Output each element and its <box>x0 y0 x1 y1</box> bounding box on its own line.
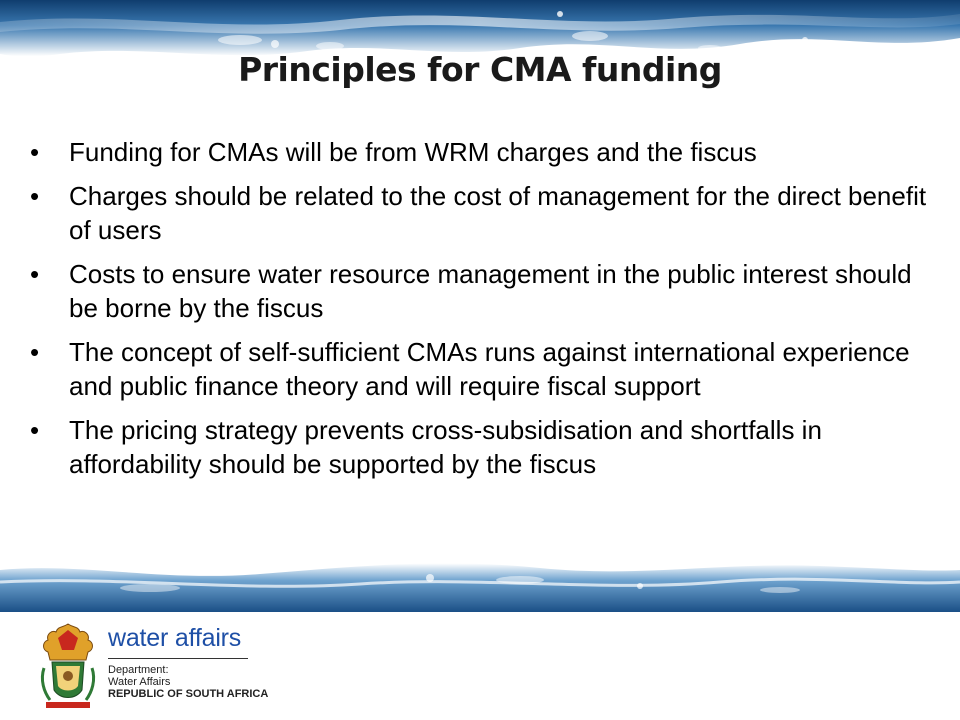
bullet-dot: • <box>30 137 40 167</box>
country-name: REPUBLIC OF SOUTH AFRICA <box>108 688 269 700</box>
bullet-dot: • <box>30 415 40 445</box>
list-item <box>30 179 940 247</box>
department-name: Water Affairs <box>108 676 171 688</box>
bullet-dot: • <box>30 337 40 367</box>
bullet-text: Charges should be related to the cost of management for the direct benefit of users <box>69 181 927 245</box>
department-label: Department: <box>108 664 169 676</box>
list-item <box>30 135 940 169</box>
bullet-text: The concept of self-sufficient CMAs runs against international experience and public finance theory and will require fiscal support <box>69 337 910 401</box>
bullet-text: The pricing strategy prevents cross-subsidisation and shortfalls in affordability should be supported by the fiscus <box>69 415 822 479</box>
bullet-text: Funding for CMAs will be from WRM charges and the fiscus <box>69 137 757 167</box>
brand-name: water affairs <box>108 624 242 652</box>
brand-divider <box>108 658 248 659</box>
list-item <box>30 257 940 325</box>
bullet-text: Costs to ensure water resource management in the public interest should be borne by the fiscus <box>69 259 912 323</box>
bullet-dot: • <box>30 181 40 211</box>
list-item <box>30 413 940 481</box>
bullet-dot: • <box>30 259 40 289</box>
water-banner-bottom <box>0 552 960 612</box>
list-item <box>30 335 940 403</box>
slide-title: Principles for CMA funding <box>238 50 722 89</box>
coat-of-arms-icon <box>36 620 100 712</box>
bullet-list <box>30 135 940 491</box>
footer-logo-area <box>0 612 960 720</box>
